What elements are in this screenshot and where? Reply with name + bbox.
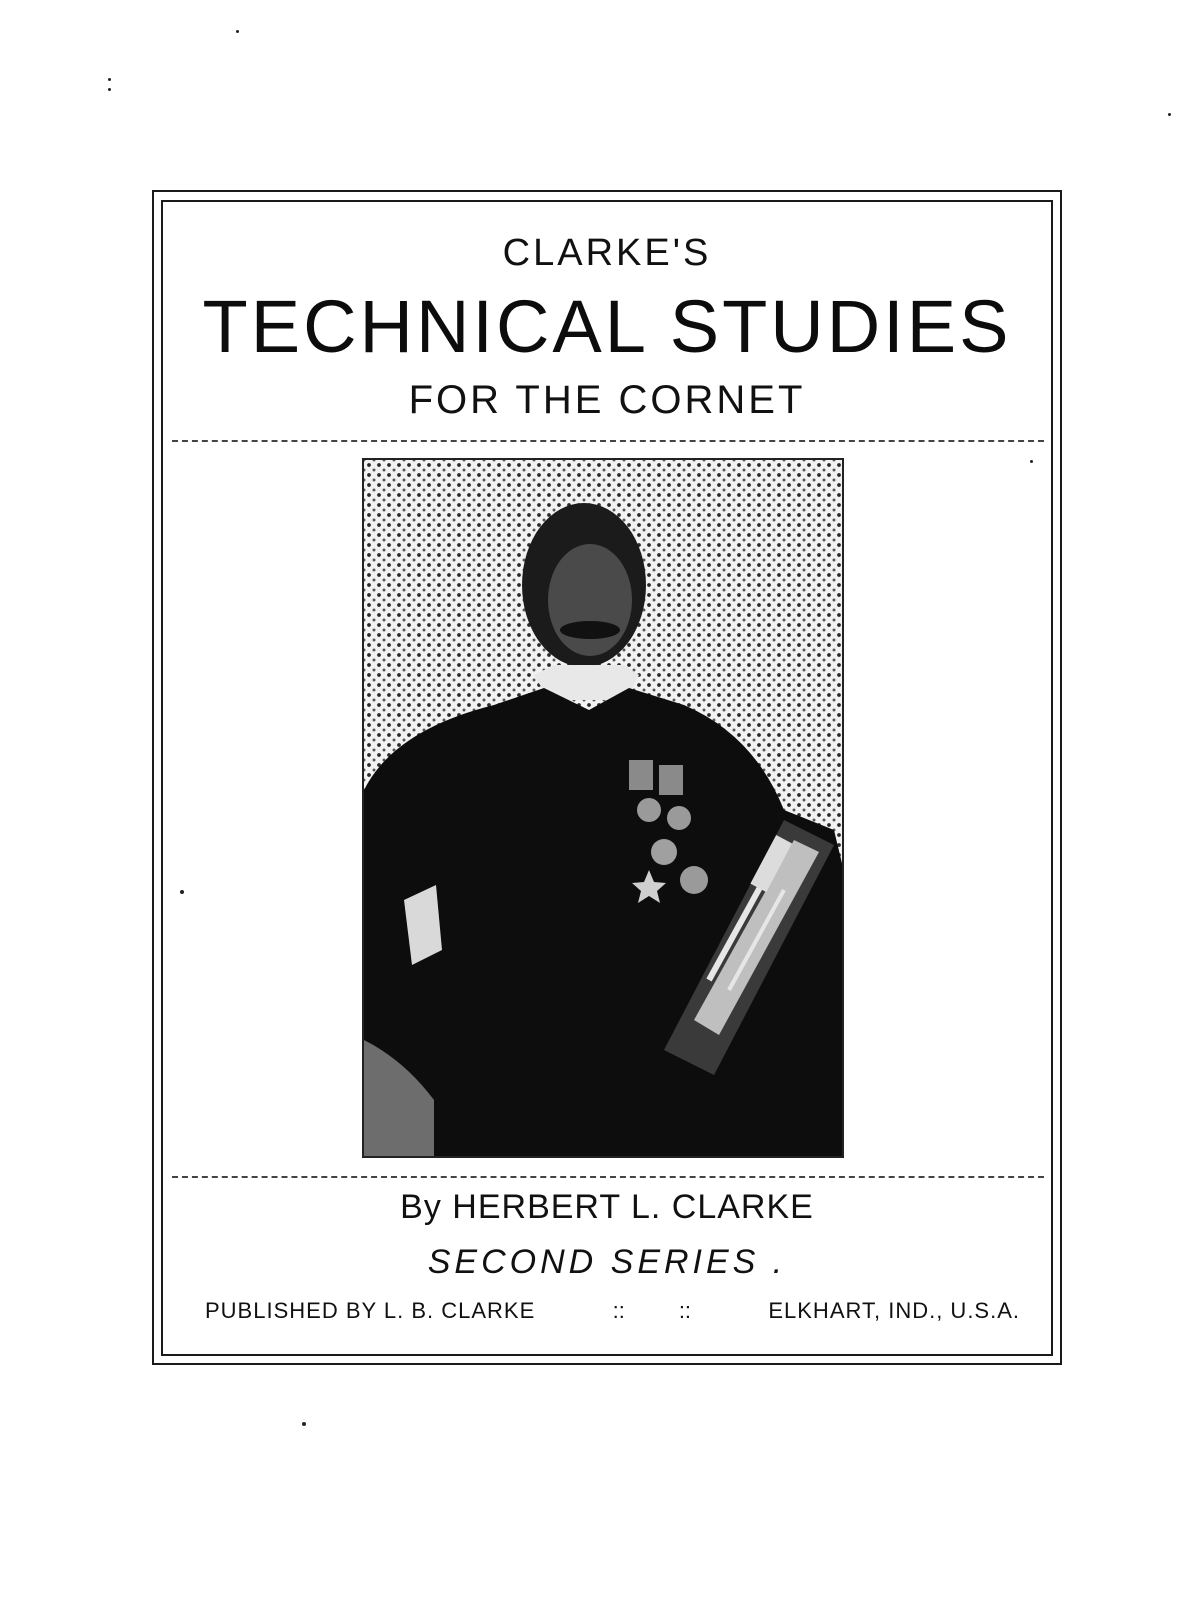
page-title: TECHNICAL STUDIES: [202, 285, 1012, 368]
page-subtitle: FOR THE CORNET: [408, 378, 806, 422]
scan-speck: [1168, 113, 1171, 116]
medal-3: [637, 798, 661, 822]
medal-6: [680, 866, 708, 894]
medal-1: [629, 760, 653, 790]
author-possessive: CLARKE'S: [502, 232, 712, 274]
face-shape: [548, 544, 632, 656]
medal-2: [659, 765, 683, 795]
separator: ::: [612, 1298, 625, 1323]
scan-speck: [108, 88, 111, 91]
author-byline: By HERBERT L. CLARKE: [400, 1188, 814, 1226]
medal-4: [667, 806, 691, 830]
scan-speck: [302, 1422, 306, 1426]
publisher-name: PUBLISHED BY L. B. CLARKE: [205, 1298, 536, 1323]
publisher-line: [205, 1298, 1020, 1324]
portrait-silhouette: [364, 460, 844, 1158]
mustache-shape: [560, 621, 620, 639]
divider-top: [172, 440, 1044, 442]
publisher-location: ELKHART, IND., U.S.A.: [768, 1298, 1020, 1323]
medal-5: [651, 839, 677, 865]
publisher-separators: [607, 1298, 697, 1324]
series-label: SECOND SERIES .: [427, 1243, 787, 1281]
portrait-photo: [362, 458, 844, 1158]
scan-speck: [236, 30, 239, 33]
separator: ::: [678, 1298, 692, 1323]
divider-bottom: [172, 1176, 1044, 1178]
scan-speck: [108, 78, 111, 81]
